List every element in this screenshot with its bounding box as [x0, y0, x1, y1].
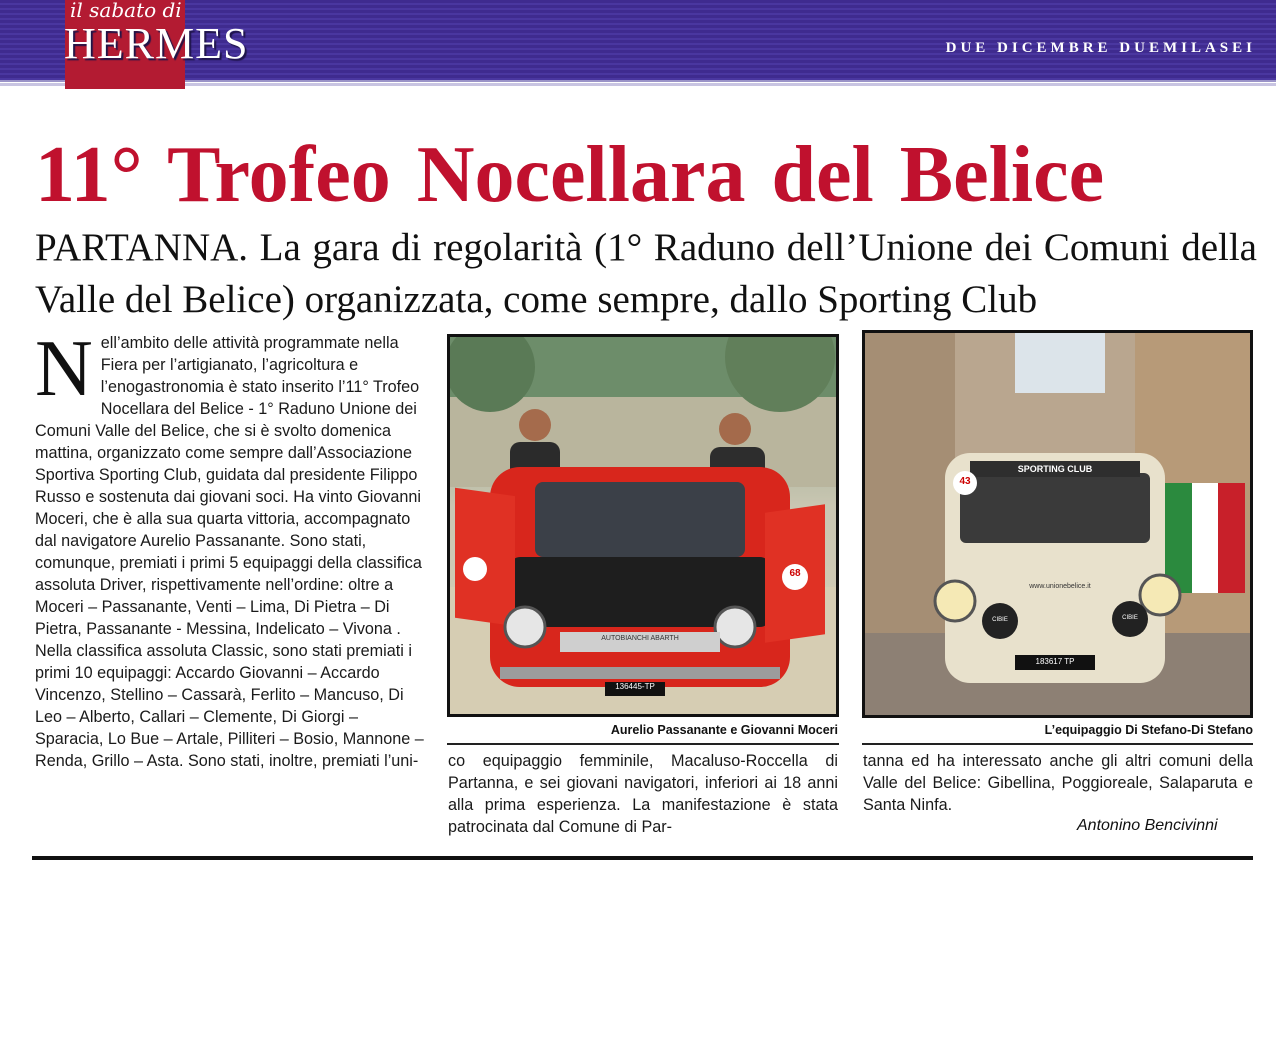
article-bottom-rule — [32, 856, 1253, 860]
race-badge-1: 68 — [789, 568, 801, 579]
article-column-2: co equipaggio femminile, Macaluso-Roccella di Partanna, e sei giovani navigatori, inferiori ai 18 anni alla prima esperienza. La manifestazione è stata patrocinata dal Comune di Par- — [448, 752, 838, 836]
photo-red-car — [447, 334, 839, 717]
logo-tagline: il sabato di — [70, 0, 182, 22]
race-badge-2: 43 — [959, 476, 971, 487]
article-subhead: PARTANNA. La gara di regolarità (1° Raduno dell’Unione dei Comuni della Valle del Belice) organizzata, come sempre, dallo Sporting Club — [35, 226, 1257, 321]
lamp-brand-right: CIBIE — [1122, 615, 1138, 621]
plate-1: 136445-TP — [615, 682, 655, 691]
lamp-brand-left: CIBIE — [992, 617, 1008, 623]
caption-rule-2 — [862, 743, 1253, 745]
sporting-club-banner: SPORTING CLUB — [1017, 464, 1093, 474]
logo-title: HERMES — [64, 19, 249, 68]
drop-cap: N — [35, 325, 93, 413]
photo-caption-2: L’equipaggio Di Stefano-Di Stefano — [1044, 723, 1253, 737]
photo-white-car — [862, 330, 1253, 718]
grille-text-1: AUTOBIANCHI ABARTH — [601, 635, 679, 642]
plate-2: 183617 TP — [1035, 657, 1075, 666]
red-car-illustration — [450, 337, 836, 714]
article-column-1 — [35, 325, 425, 772]
issue-date: DUE DICEMBRE DUEMILASEI — [945, 40, 1256, 56]
article-column-3: tanna ed ha interessato anche gli altri comuni della Valle del Belice: Gibellina, Poggioreale, Salaparuta e Santa Ninfa. — [863, 752, 1253, 814]
car-sticker: www.unionebelice.it — [1029, 583, 1091, 590]
masthead-rule — [0, 80, 1276, 86]
caption-rule-1 — [447, 743, 839, 745]
photo-caption-1: Aurelio Passanante e Giovanni Moceri — [610, 723, 838, 737]
column-1-text: ell’ambito delle attività programmate nella Fiera per l’artigianato, l’agricoltura e l’enogastronomia è stato inserito l’11° Trofeo Nocellara del Belice - 1° Raduno Unione dei Comuni Valle del Belice, che si è svolto domenica mattina, organizzato come sempre dall’Associazione Sportiva Sporting Club, guidata dal presidente Filippo Russo e sostenuta dai giovani soci. Ha vinto Giovanni Moceri, che è alla sua quarta vittoria, accompagnato dal navigatore Aurelio Passanante. Sono stati, comunque, premiati i primi 5 equipaggi della classifica assoluta Driver, rispettivamente nell’ordine: oltre a Moceri – Passanante, Venti – Lima, Di Pietra – Di Pietra, Passanante - Messina, Indelicato – Vivona . Nella classifica assoluta Classic, sono stati premiati i primi 10 equipaggi: Accardo Giovanni – Accardo Vincenzo, Stellino – Cassarà, Ferlito – Mancuso, Di Leo – Alberto, Callari – Clemente, Di Giorgi – Sparacia, Lo Bue – Artale, Pilliteri – Bosio, Mannone – Renda, Grillo – Asta. Sono stati, inoltre, premiati l’uni- — [35, 334, 424, 770]
author-signature: Antonino Bencivinni — [1077, 817, 1218, 834]
article-headline: 11° Trofeo Nocellara del Belice — [35, 131, 1105, 219]
